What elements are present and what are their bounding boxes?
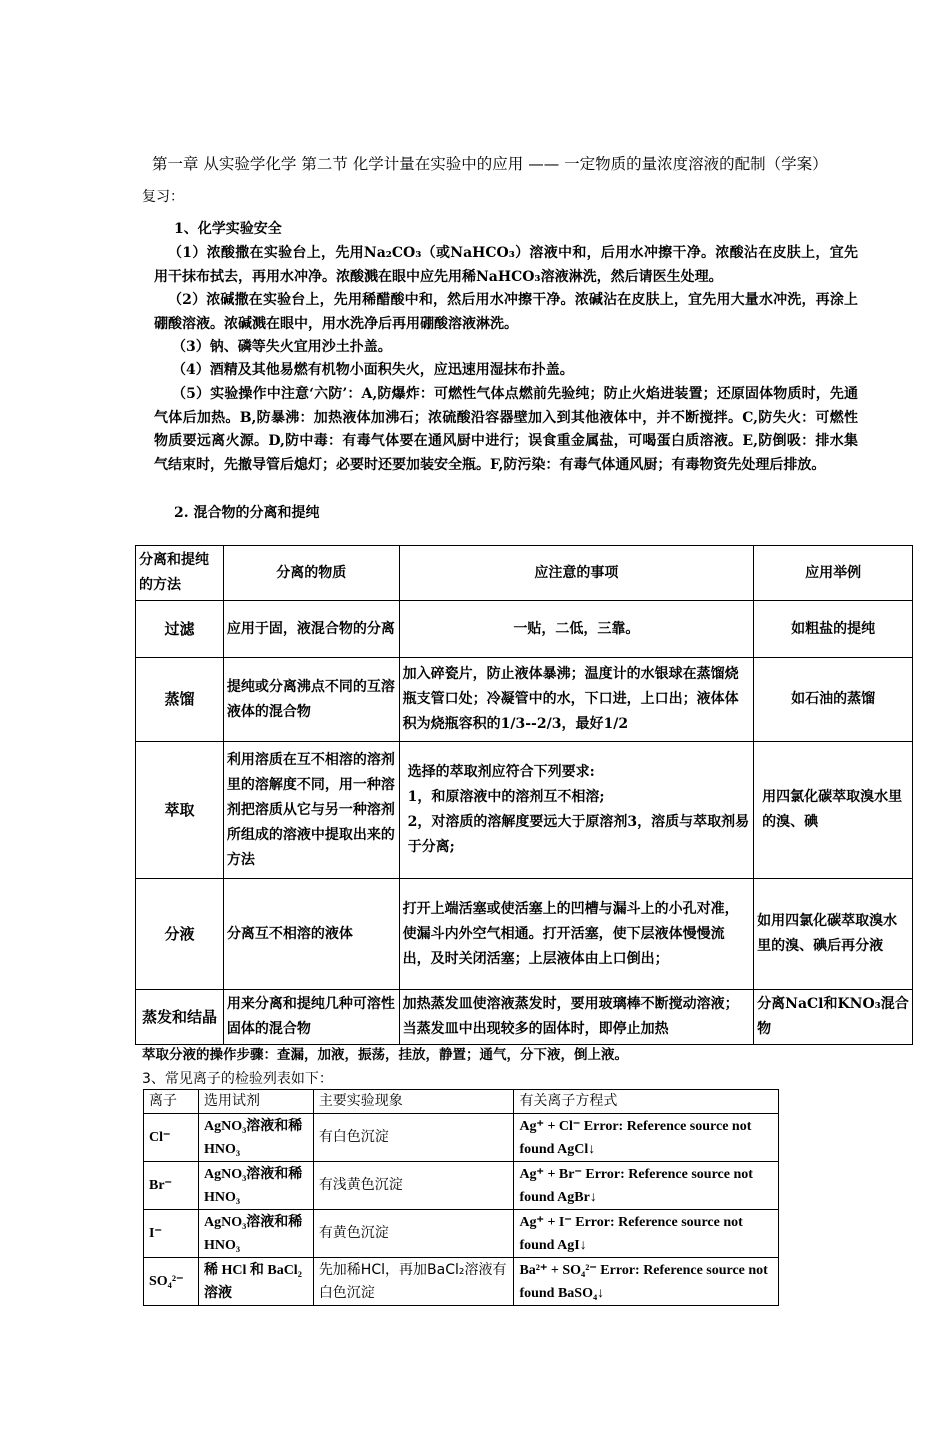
table-row [136,879,913,990]
page-title: 第一章 从实验学化学 第二节 化学计量在实验中的应用 —— 一定物质的量浓度溶液的配制（学案） [152,155,828,173]
table-row [136,658,913,742]
separation-table [135,545,913,1045]
equation-cell: Ag⁺ + Cl⁻ Error: Reference source not found AgCl↓ [514,1114,779,1162]
table-row [136,990,913,1045]
table-row [144,1114,779,1162]
example-cell: 如石油的蒸馏 [754,658,913,742]
safety-item-5: （5）实验操作中注意‘六防’：A,防爆炸：可燃性气体点燃前先验纯；防止火焰进装置；还原固体物质时，先通气体后加热。B,防暴沸：加热液体加沸石；浓硫酸沿容器壁加入到其他液体中，并不断搅拌。C,防失火：可燃性物质要远离火源。D,防中毒：有毒气体要在通风厨中进行；误食重金属盐，可喝蛋白质溶液。E,防倒吸：排水集气结束时，先撤导管后熄灯；必要时还要加装安全瓶。F,防污染：有毒气体通风厨；有毒物资先处理后排放。 [154,386,858,473]
notes-line: 2，对溶质的溶解度要远大于原溶剂3，溶质与萃取剂易于分离; [407,814,750,855]
ion-cell: I⁻ [144,1210,199,1258]
header-equation: 有关离子方程式 [514,1090,779,1114]
example-cell: 分离NaCl和KNO₃混合物 [754,990,913,1045]
table-row [144,1162,779,1210]
reagent-cell: 稀 HCl 和 BaCl₂溶液 [198,1258,313,1306]
ion-header-row [144,1090,779,1114]
separation-header-row [136,546,913,601]
method-cell: 蒸馏 [136,658,224,742]
header-phenomenon: 主要实验现象 [313,1090,514,1114]
notes-cell: 加入碎瓷片，防止液体暴沸；温度计的水银球在蒸馏烧瓶支管口处；冷凝管中的水，下口进，上口出；液体体积为烧瓶容积的1/3--2/3，最好1/2 [399,658,754,742]
section-1-title: 1、化学实验安全 [174,221,282,237]
header-substance: 分离的物质 [223,546,399,601]
notes-line: 1，和原溶液中的溶剂互不相溶; [407,789,605,805]
header-method: 分离和提纯的方法 [136,546,224,601]
ion-cell: SO₄²⁻ [144,1258,199,1306]
header-example: 应用举例 [754,546,913,601]
header-reagent: 选用试剂 [198,1090,313,1114]
table-row [136,742,913,879]
equation-cell: Ag⁺ + Br⁻ Error: Reference source not found AgBr↓ [514,1162,779,1210]
review-label: 复习： [142,189,184,205]
notes-cell: 打开上端活塞或使活塞上的凹槽与漏斗上的小孔对准，使漏斗内外空气相通。打开活塞，使下层液体慢慢流出，及时关闭活塞；上层液体由上口倒出； [399,879,754,990]
reagent-cell: AgNO₃溶液和稀HNO₃ [198,1114,313,1162]
equation-cell: Ba²⁺ + SO₄²⁻ Error: Reference source not found BaSO₄↓ [514,1258,779,1306]
reagent-cell: AgNO₃溶液和稀HNO₃ [198,1162,313,1210]
reagent-cell: AgNO₃溶液和稀HNO₃ [198,1210,313,1258]
substance-cell: 用来分离和提纯几种可溶性固体的混合物 [223,990,399,1045]
ion-cell: Br⁻ [144,1162,199,1210]
ion-cell: Cl⁻ [144,1114,199,1162]
substance-cell: 应用于固，液混合物的分离 [223,601,399,658]
phenomenon-cell: 有浅黄色沉淀 [313,1162,514,1210]
example-cell: 用四氯化碳萃取溴水里的溴、碘 [754,742,913,879]
method-cell: 蒸发和结晶 [136,990,224,1045]
section-3-title: 3、常见离子的检验列表如下： [142,1071,333,1087]
phenomenon-cell: 先加稀HCl，再加BaCl₂溶液有白色沉淀 [313,1258,514,1306]
example-cell: 如用四氯化碳萃取溴水里的溴、碘后再分液 [754,879,913,990]
notes-cell [399,742,754,879]
extraction-steps: 萃取分液的操作步骤：查漏，加液，振荡，挂放，静置；通气，分下液，倒上液。 [142,1047,628,1063]
section-2-title: 2. 混合物的分离和提纯 [174,505,320,521]
substance-cell: 提纯或分离沸点不同的互溶液体的混合物 [223,658,399,742]
phenomenon-cell: 有黄色沉淀 [313,1210,514,1258]
method-cell: 萃取 [136,742,224,879]
method-cell: 过滤 [136,601,224,658]
substance-cell: 利用溶质在互不相溶的溶剂里的溶解度不同，用一种溶剂把溶质从它与另一种溶剂所组成的溶液中提取出来的方法 [223,742,399,879]
table-row [144,1210,779,1258]
method-cell: 分液 [136,879,224,990]
safety-item-2: （2）浓碱撒在实验台上，先用稀醋酸中和，然后用水冲擦干净。浓碱沾在皮肤上，宜先用大量水冲洗，再涂上硼酸溶液。浓碱溅在眼中，用水洗净后再用硼酸溶液淋洗。 [154,292,858,332]
safety-item-3: （3）钠、磷等失火宜用沙土扑盖。 [172,339,392,355]
phenomenon-cell: 有白色沉淀 [313,1114,514,1162]
safety-item-1: （1）浓酸撒在实验台上，先用Na₂CO₃（或NaHCO₃）溶液中和，后用水冲擦干净。浓酸沾在皮肤上，宜先用干抹布拭去，再用水冲净。浓酸溅在眼中应先用稀NaHCO₃溶液淋洗，然后请医生处理。 [154,245,858,285]
notes-line: 选择的萃取剂应符合下列要求: [407,764,595,780]
table-row [136,601,913,658]
notes-cell: 一贴，二低，三靠。 [399,601,754,658]
equation-cell: Ag⁺ + I⁻ Error: Reference source not found AgI↓ [514,1210,779,1258]
header-notes: 应注意的事项 [399,546,754,601]
table-row [144,1258,779,1306]
example-cell: 如粗盐的提纯 [754,601,913,658]
substance-cell: 分离互不相溶的液体 [223,879,399,990]
header-ion: 离子 [144,1090,199,1114]
safety-item-4: （4）酒精及其他易燃有机物小面积失火，应迅速用湿抹布扑盖。 [172,362,574,378]
notes-cell: 加热蒸发皿使溶液蒸发时，要用玻璃棒不断搅动溶液；当蒸发皿中出现较多的固体时，即停止加热 [399,990,754,1045]
ion-test-table [143,1089,779,1306]
